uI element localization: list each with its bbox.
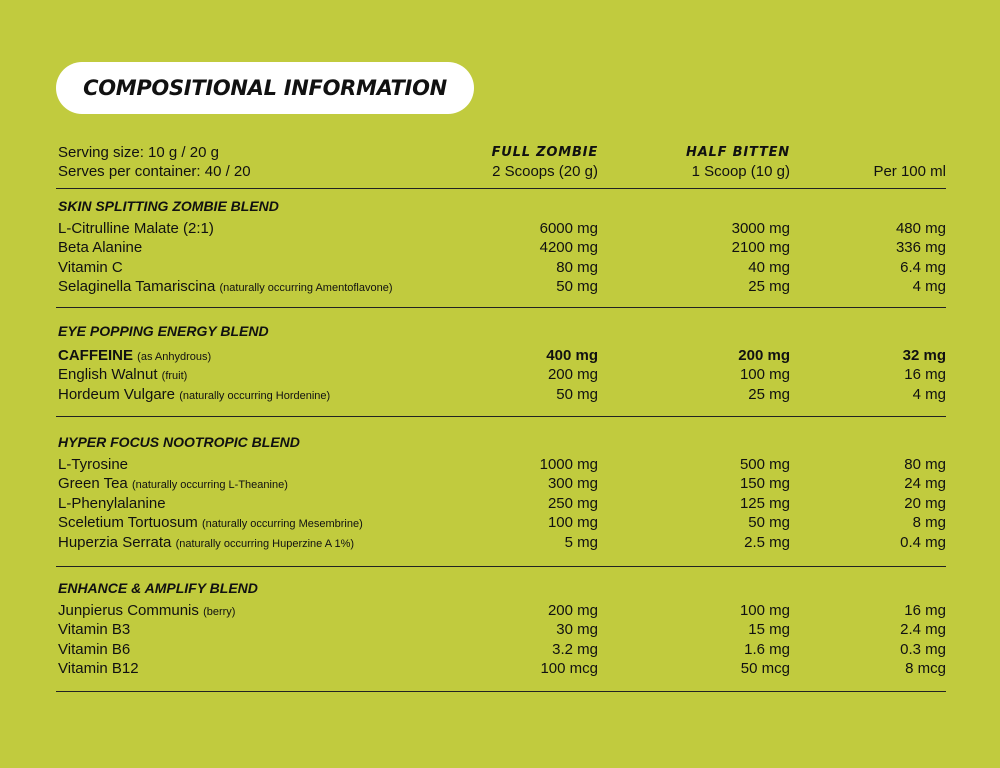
ingredient-label: Vitamin B12 — [58, 660, 139, 678]
ingredient-name — [58, 601, 235, 622]
ingredient-name — [58, 365, 187, 386]
column-full-zombie-sub: 2 Scoops (20 g) — [492, 163, 598, 180]
ingredient-name — [58, 620, 130, 639]
ingredient-note: (naturally occurring Huperzine A 1%) — [175, 537, 355, 550]
per-100ml-value: 0.4 mg — [900, 533, 946, 551]
per-100ml-value: 6.4 mg — [900, 258, 946, 276]
table-row — [58, 219, 946, 238]
section-title: EYE POPPING ENERGY BLEND — [58, 323, 269, 339]
ingredient-label: CAFFEINE — [58, 347, 133, 364]
section-title: HYPER FOCUS NOOTROPIC BLEND — [58, 434, 300, 450]
ingredient-label: Beta Alanine — [58, 239, 143, 257]
full-zombie-value: 300 mg — [547, 475, 598, 493]
table-row — [58, 365, 946, 384]
table-row — [58, 601, 946, 620]
full-zombie-value: 250 mg — [547, 494, 598, 512]
full-zombie-value: 1000 mg — [539, 456, 598, 473]
ingredient-note: (fruit) — [161, 370, 188, 383]
full-zombie-value: 400 mg — [546, 347, 598, 364]
ingredient-label: Junpierus Communis — [58, 602, 199, 619]
per-100ml-value: 32 mg — [902, 347, 946, 364]
table-row — [58, 513, 946, 532]
ingredient-label: Vitamin B3 — [58, 621, 131, 639]
half-bitten-value: 125 mg — [739, 494, 790, 512]
half-bitten-value: 3000 mg — [731, 220, 790, 237]
column-full-zombie — [492, 143, 598, 181]
per-100ml-value: 8 mg — [912, 514, 946, 532]
ingredient-label: Vitamin C — [58, 258, 123, 276]
half-bitten-value: 50 mg — [748, 514, 790, 532]
ingredient-note: (naturally occurring Mesembrine) — [201, 518, 363, 531]
half-bitten-value: 2.5 mg — [744, 533, 790, 551]
column-half-bitten-title: HALF BITTEN — [686, 145, 790, 160]
full-zombie-value: 200 mg — [547, 602, 598, 619]
serves-per-container: Serves per container: 40 / 20 — [58, 163, 251, 180]
table-row — [58, 659, 946, 678]
ingredient-note: (naturally occurring Hordenine) — [179, 389, 331, 402]
full-zombie-value: 6000 mg — [539, 220, 598, 237]
column-per-100ml-sub: Per 100 ml — [873, 163, 946, 180]
per-100ml-value: 0.3 mg — [900, 640, 946, 658]
per-100ml-value: 16 mg — [904, 602, 946, 619]
ingredient-label: Hordeum Vulgare — [58, 385, 176, 403]
ingredient-name — [58, 659, 139, 678]
page-title: COMPOSITIONAL INFORMATION — [83, 76, 447, 100]
divider — [56, 416, 946, 417]
section-title: SKIN SPLITTING ZOMBIE BLEND — [58, 198, 279, 214]
ingredient-name — [58, 494, 166, 513]
half-bitten-value: 500 mg — [739, 456, 790, 473]
serving-size: Serving size: 10 g / 20 g — [58, 144, 219, 161]
section-title: ENHANCE & AMPLIFY BLEND — [58, 580, 258, 596]
full-zombie-value: 50 mg — [556, 278, 598, 296]
full-zombie-value: 100 mg — [547, 514, 598, 532]
table-header — [58, 143, 946, 183]
half-bitten-value: 100 mg — [739, 602, 790, 619]
table-row — [58, 494, 946, 513]
column-per-100ml — [873, 162, 946, 181]
table-row — [58, 277, 946, 296]
per-100ml-value: 2.4 mg — [900, 621, 946, 639]
ingredient-label: Vitamin B6 — [58, 640, 131, 658]
ingredient-name — [58, 219, 214, 238]
ingredient-label: Selaginella Tamariscina — [58, 278, 216, 296]
full-zombie-value: 5 mg — [564, 533, 598, 551]
table-row — [58, 620, 946, 639]
half-bitten-value: 40 mg — [748, 258, 790, 276]
ingredient-note: (naturally occurring L-Theanine) — [131, 479, 288, 492]
ingredient-name — [58, 258, 123, 277]
ingredient-label: Green Tea — [58, 475, 128, 493]
full-zombie-value: 30 mg — [556, 621, 598, 639]
ingredient-name — [58, 277, 393, 298]
half-bitten-value: 2100 mg — [731, 239, 790, 257]
table-row — [58, 385, 946, 404]
per-100ml-value: 336 mg — [895, 239, 946, 257]
ingredient-label: L-Phenylalanine — [58, 494, 166, 512]
per-100ml-value: 16 mg — [904, 366, 946, 384]
per-100ml-value: 4 mg — [912, 278, 946, 296]
half-bitten-value: 100 mg — [739, 366, 790, 384]
table-row — [58, 346, 946, 365]
ingredient-label: L-Tyrosine — [58, 456, 129, 473]
ingredient-label: English Walnut — [58, 366, 158, 384]
ingredient-label: Huperzia Serrata — [58, 533, 172, 551]
divider — [56, 307, 946, 308]
title-pill — [56, 62, 474, 114]
per-100ml-value: 24 mg — [904, 475, 946, 493]
table-row — [58, 474, 946, 493]
ingredient-name — [58, 640, 130, 659]
ingredient-note: (berry) — [203, 606, 236, 618]
ingredient-note: (naturally occurring Amentoflavone) — [219, 282, 393, 295]
per-100ml-value: 8 mcg — [905, 660, 946, 678]
full-zombie-value: 200 mg — [547, 366, 598, 384]
half-bitten-value: 15 mg — [748, 621, 790, 639]
table-row — [58, 455, 946, 474]
table-row — [58, 640, 946, 659]
ingredient-name — [58, 455, 128, 474]
ingredient-name — [58, 385, 330, 406]
ingredient-label: Sceletium Tortuosum — [58, 514, 198, 532]
divider — [56, 566, 946, 567]
half-bitten-value: 200 mg — [738, 347, 790, 364]
half-bitten-value: 25 mg — [748, 278, 790, 296]
full-zombie-value: 50 mg — [556, 385, 598, 403]
ingredient-label: L-Citrulline Malate (2:1) — [58, 220, 214, 237]
ingredient-name — [58, 533, 354, 554]
full-zombie-value: 3.2 mg — [552, 640, 598, 658]
ingredient-note: (as Anhydrous) — [137, 351, 212, 363]
divider — [56, 188, 946, 189]
ingredient-name — [58, 513, 363, 534]
per-100ml-value: 20 mg — [904, 494, 946, 512]
ingredient-name — [58, 238, 142, 257]
per-100ml-value: 80 mg — [904, 456, 946, 473]
ingredient-name — [58, 346, 211, 367]
half-bitten-value: 1.6 mg — [744, 640, 790, 658]
full-zombie-value: 80 mg — [556, 258, 598, 276]
per-100ml-value: 480 mg — [895, 220, 946, 237]
half-bitten-value: 25 mg — [748, 385, 790, 403]
full-zombie-value: 100 mcg — [540, 660, 598, 678]
half-bitten-value: 50 mcg — [740, 660, 790, 678]
column-half-bitten-sub: 1 Scoop (10 g) — [691, 163, 790, 180]
per-100ml-value: 4 mg — [912, 385, 946, 403]
column-full-zombie-title: FULL ZOMBIE — [491, 145, 598, 160]
table-row — [58, 258, 946, 277]
full-zombie-value: 4200 mg — [539, 239, 598, 257]
table-row — [58, 533, 946, 552]
ingredient-name — [58, 474, 288, 495]
serving-info — [58, 143, 251, 181]
half-bitten-value: 150 mg — [739, 475, 790, 493]
table-row — [58, 238, 946, 257]
divider — [56, 691, 946, 692]
column-half-bitten — [686, 143, 790, 181]
